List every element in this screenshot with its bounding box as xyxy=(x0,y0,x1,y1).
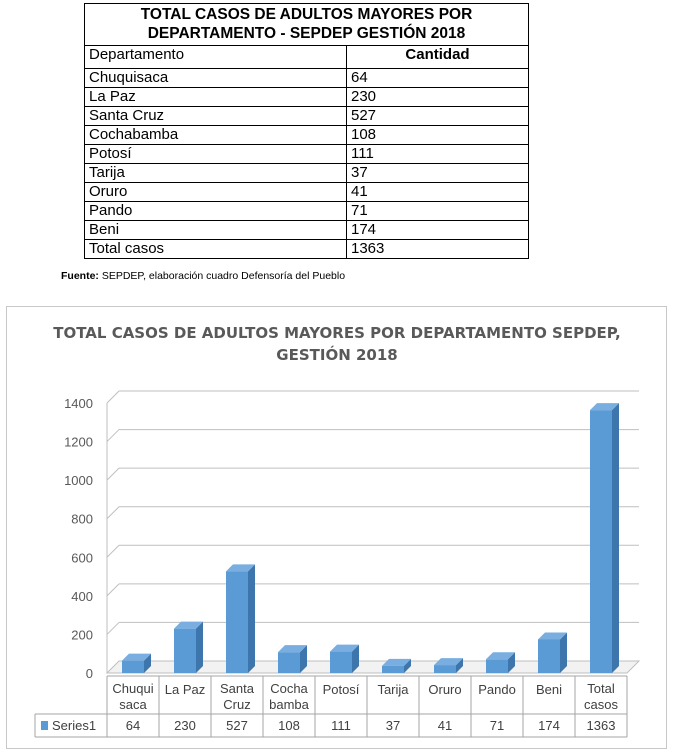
x-category-label: casos xyxy=(584,697,618,712)
y-tick-label: 800 xyxy=(71,511,93,527)
bar-side xyxy=(196,622,203,673)
cell-department: Oruro xyxy=(85,183,347,202)
cell-department: Cochabamba xyxy=(85,126,347,145)
y-tick-label: 400 xyxy=(71,588,93,604)
cell-department: Beni xyxy=(85,221,347,240)
cell-quantity: 41 xyxy=(347,183,529,202)
bar-side xyxy=(248,564,255,673)
y-tick-label: 1200 xyxy=(64,434,93,450)
x-category-label: Oruro xyxy=(428,682,462,697)
data-table-value: 230 xyxy=(174,718,196,733)
gridline-diag xyxy=(107,430,119,442)
x-category-label: Cruz xyxy=(223,697,251,712)
header-quantity: Cantidad xyxy=(347,46,529,69)
source-text: SEPDEP, elaboración cuadro Defensoría del Pueblo xyxy=(98,270,346,282)
table-title-line1: TOTAL CASOS DE ADULTOS MAYORES POR xyxy=(140,6,473,23)
chart-title-line1: TOTAL CASOS DE ADULTOS MAYORES POR DEPARTAMENTO SEPDEP, xyxy=(53,324,621,342)
cell-department: Chuquisaca xyxy=(85,69,347,88)
gridline-diag xyxy=(107,622,119,634)
cell-quantity: 71 xyxy=(347,202,529,221)
data-table-value: 71 xyxy=(489,718,505,733)
data-table-value: 527 xyxy=(226,718,248,733)
data-table-value: 41 xyxy=(437,718,453,733)
bar xyxy=(122,661,144,673)
bar xyxy=(382,666,404,673)
bar-side xyxy=(612,403,619,673)
chart-title-line2: GESTIÓN 2018 xyxy=(276,346,398,364)
bar xyxy=(174,629,196,673)
cell-department: Total casos xyxy=(85,240,347,259)
cell-department: La Paz xyxy=(85,88,347,107)
x-category-label: Pando xyxy=(478,682,516,697)
cell-quantity: 527 xyxy=(347,107,529,126)
cell-department: Pando xyxy=(85,202,347,221)
y-tick-label: 1400 xyxy=(64,396,93,411)
bar xyxy=(330,652,352,673)
data-table-value: 174 xyxy=(538,718,560,733)
bar xyxy=(226,571,248,673)
gridline-diag xyxy=(107,391,119,403)
x-category-label: Beni xyxy=(535,682,563,697)
x-category-label: Chuqui xyxy=(112,681,154,696)
data-table-value: 37 xyxy=(385,718,401,733)
cell-department: Potosí xyxy=(85,145,347,164)
legend-key xyxy=(41,721,48,730)
gridline-diag xyxy=(107,468,119,480)
x-category-label: Total xyxy=(587,681,615,696)
header-department: Departamento xyxy=(85,46,347,69)
gridline-diag xyxy=(107,584,119,596)
cell-quantity: 64 xyxy=(347,69,529,88)
cell-quantity: 111 xyxy=(347,145,529,164)
y-tick-label: 1000 xyxy=(64,473,93,489)
y-tick-label: 200 xyxy=(71,627,93,643)
data-table-value: 111 xyxy=(331,718,351,733)
bar xyxy=(434,665,456,673)
table-title-line2: DEPARTAMENTO - SEPDEP GESTIÓN 2018 xyxy=(147,25,466,42)
x-category-label: La Paz xyxy=(164,682,206,697)
x-category-label: Santa xyxy=(220,681,254,696)
data-table-value: 108 xyxy=(278,718,300,733)
cell-quantity: 1363 xyxy=(347,240,529,259)
cell-quantity: 230 xyxy=(347,88,529,107)
bar xyxy=(538,639,560,673)
x-category-label: Cocha xyxy=(270,681,308,696)
bar xyxy=(278,652,300,673)
gridline-diag xyxy=(107,545,119,557)
cell-department: Santa Cruz xyxy=(85,107,347,126)
bar xyxy=(486,659,508,673)
bar-side xyxy=(560,632,567,673)
x-category-label: Tarija xyxy=(377,682,409,697)
cell-department: Tarija xyxy=(85,164,347,183)
legend-label: Series1 xyxy=(52,718,97,733)
bar xyxy=(590,410,612,673)
y-tick-label: 0 xyxy=(85,666,93,681)
gridline-diag xyxy=(107,507,119,519)
x-category-label: saca xyxy=(119,697,147,712)
data-table-value: 64 xyxy=(125,718,141,733)
source-label: Fuente: xyxy=(61,270,99,282)
data-table-value: 1363 xyxy=(586,718,616,733)
y-tick-label: 600 xyxy=(71,550,93,566)
x-category-label: bamba xyxy=(269,697,309,712)
x-category-label: Potosí xyxy=(322,682,360,697)
cell-quantity: 37 xyxy=(347,164,529,183)
cell-quantity: 108 xyxy=(347,126,529,145)
cell-quantity: 174 xyxy=(347,221,529,240)
